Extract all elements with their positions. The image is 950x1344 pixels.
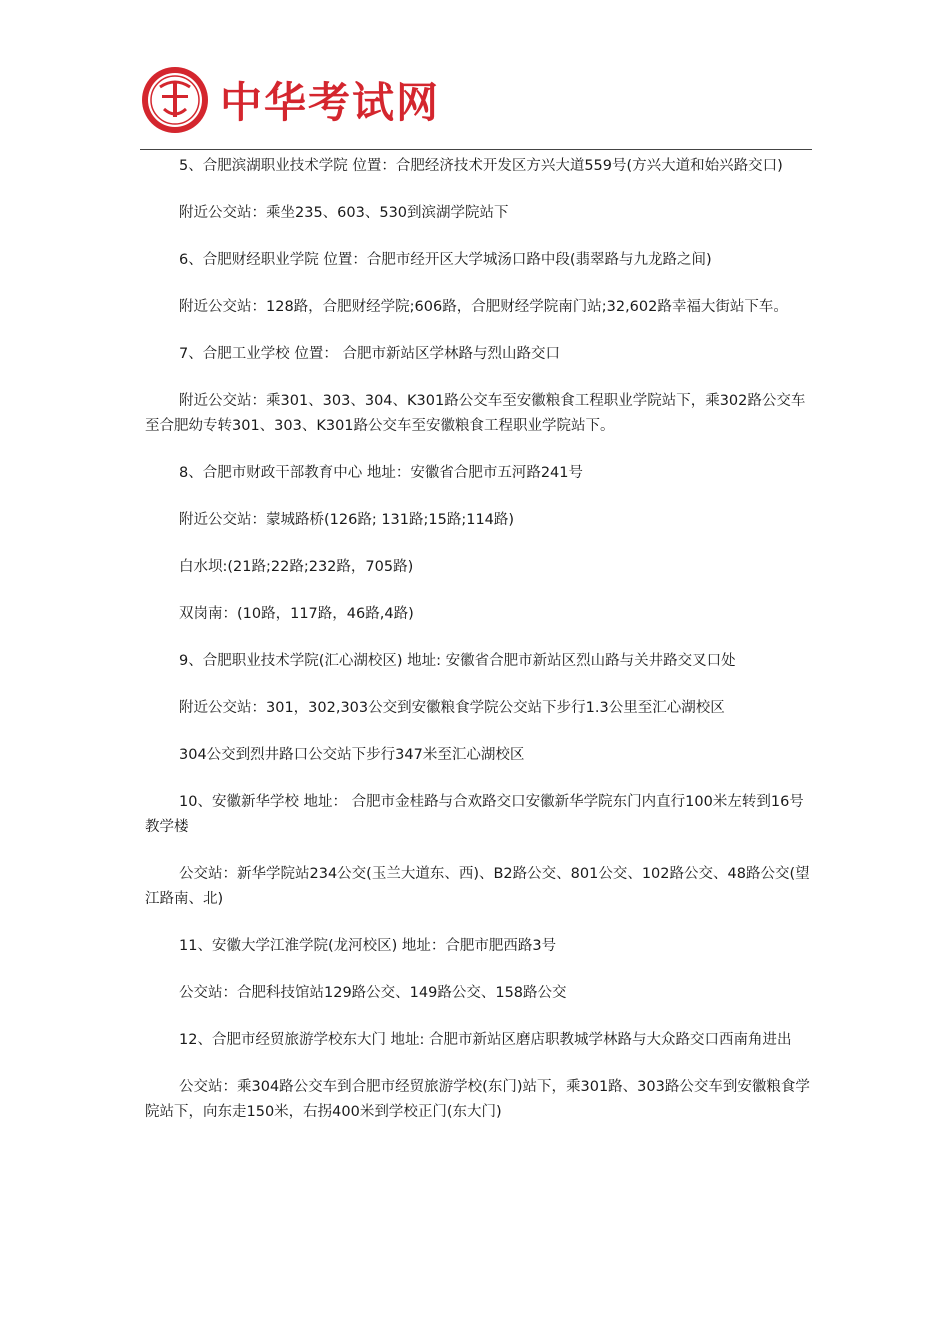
paragraph-bus-7: 附近公交站：乘301、303、304、K301路公交车至安徽粮食工程职业学院站下，乘302路公交车至合肥幼专转301、303、K301路公交车至安徽粮食工程职业学院站下。	[145, 393, 806, 434]
paragraph-school-6: 6、合肥财经职业学院 位置：合肥市经开区大学城汤口路中段(翡翠路与九龙路之间)	[179, 252, 712, 268]
site-logo[interactable]	[140, 62, 440, 138]
paragraph-bus-8c: 双岗南：(10路，117路，46路,4路)	[179, 606, 414, 622]
paragraph-bus-9a: 附近公交站：301，302,303公交到安徽粮食学院公交站下步行1.3公里至汇心湖校区	[179, 700, 725, 716]
site-logo-text: 中华考试网	[220, 78, 441, 127]
paragraph-bus-6: 附近公交站：128路，合肥财经学院;606路，合肥财经学院南门站;32,602路幸福大街站下车。	[179, 299, 788, 315]
seal-logo-icon	[140, 65, 210, 135]
paragraph-bus-8b: 白水坝:(21路;22路;232路，705路)	[179, 559, 414, 575]
paragraph-bus-10: 公交站：新华学院站234公交(玉兰大道东、西)、B2路公交、801公交、102路公交、48路公交(望江路南、北)	[145, 866, 810, 907]
paragraph-bus-11: 公交站：合肥科技馆站129路公交、149路公交、158路公交	[179, 985, 567, 1001]
paragraph-school-8: 8、合肥市财政干部教育中心 地址：安徽省合肥市五河路241号	[179, 465, 584, 481]
paragraph-bus-12: 公交站：乘304路公交车到合肥市经贸旅游学校(东门)站下，乘301路、303路公交车到安徽粮食学院站下，向东走150米，右拐400米到学校正门(东大门)	[145, 1079, 810, 1120]
paragraph-bus-9b: 304公交到烈井路口公交站下步行347米至汇心湖校区	[179, 747, 525, 763]
page-header	[0, 0, 950, 150]
paragraph-school-10: 10、安徽新华学校 地址： 合肥市金桂路与合欢路交口安徽新华学院东门内直行100米左转到16号教学楼	[145, 794, 804, 835]
header-divider	[140, 149, 812, 150]
paragraph-school-11: 11、安徽大学江淮学院(龙河校区) 地址：合肥市肥西路3号	[179, 938, 557, 954]
paragraph-school-5: 5、合肥滨湖职业技术学院 位置：合肥经济技术开发区方兴大道559号(方兴大道和始兴路交口)	[179, 158, 783, 174]
paragraph-bus-5: 附近公交站：乘坐235、603、530到滨湖学院站下	[179, 205, 509, 221]
paragraph-school-12: 12、合肥市经贸旅游学校东大门 地址: 合肥市新站区磨店职教城学林路与大众路交口西南角进出	[179, 1032, 792, 1048]
paragraph-school-7: 7、合肥工业学校 位置： 合肥市新站区学林路与烈山路交口	[179, 346, 560, 362]
paragraph-bus-8a: 附近公交站：蒙城路桥(126路; 131路;15路;114路)	[179, 512, 515, 528]
paragraph-school-9: 9、合肥职业技术学院(汇心湖校区) 地址: 安徽省合肥市新站区烈山路与关井路交叉口处	[179, 653, 736, 669]
document-body	[145, 154, 810, 1147]
